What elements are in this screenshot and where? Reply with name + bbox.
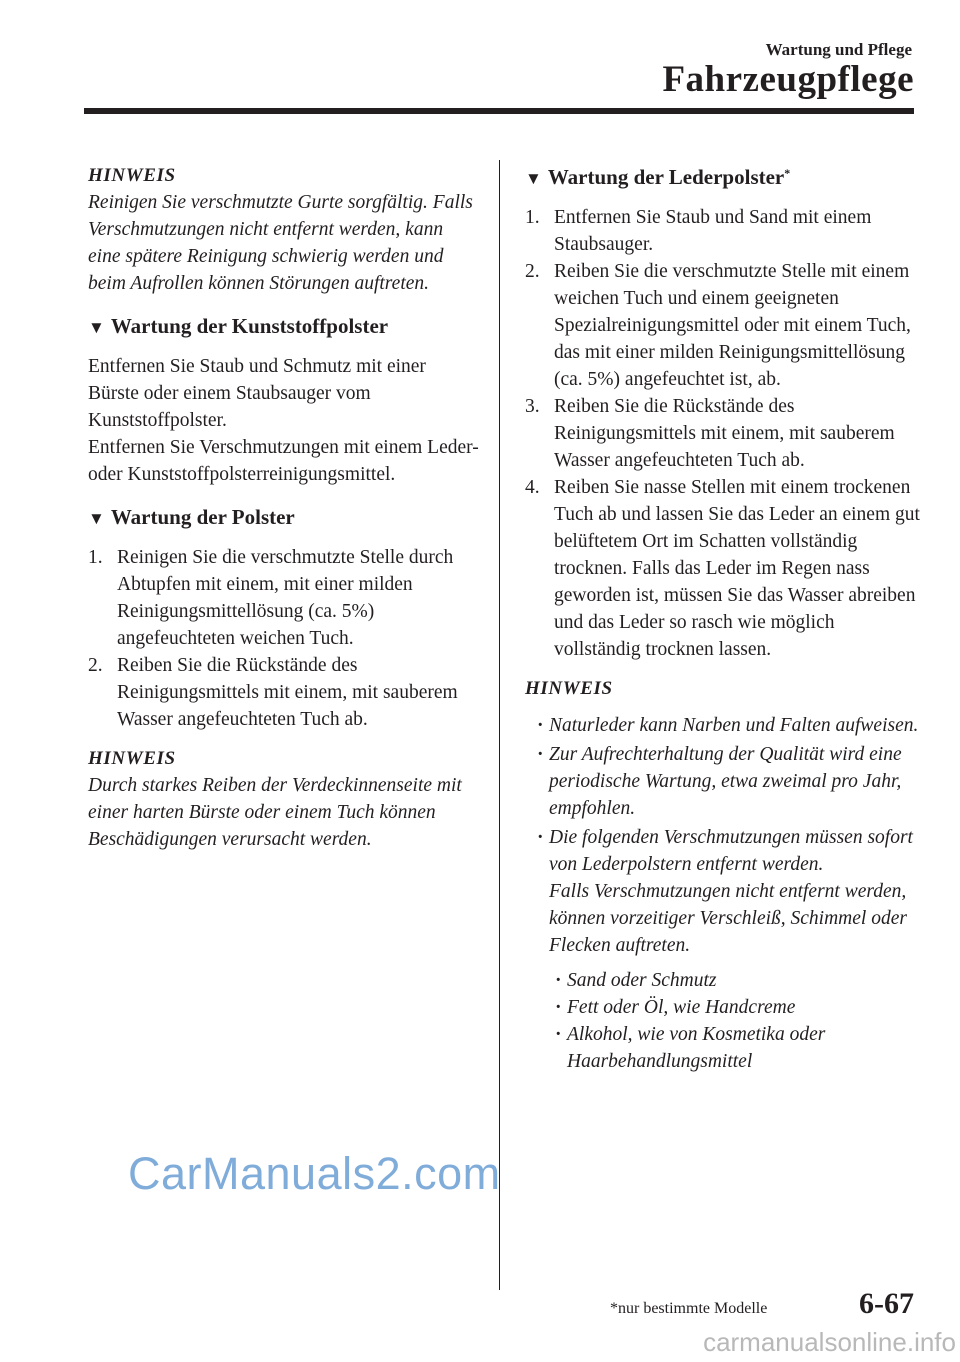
header-section-label: Wartung und Pflege bbox=[765, 40, 912, 59]
bullet-item: · Naturleder kann Narben und Falten aufweisen. bbox=[525, 712, 920, 739]
section-heading-text: Wartung der Kunststoffpolster bbox=[110, 314, 389, 338]
section-heading bbox=[88, 311, 480, 343]
note-title: HINWEIS bbox=[525, 678, 613, 699]
paragraph: Entfernen Sie Staub und Schmutz mit einer Bürste oder einem Staubsauger vom Kunststoffpolster. bbox=[88, 356, 426, 431]
step-item bbox=[525, 204, 920, 258]
step-text: Entfernen Sie Staub und Sand mit einem Staubsauger. bbox=[554, 207, 872, 255]
step-number: 3. bbox=[525, 396, 540, 417]
triangle-down-icon: ▼ bbox=[88, 318, 105, 337]
site-watermark: carmanualsonline.info bbox=[703, 1327, 956, 1357]
step-item bbox=[525, 393, 920, 474]
step-item bbox=[525, 258, 920, 393]
note-text: Reinigen Sie verschmutzte Gurte sorgfältig. Falls Verschmutzungen nicht entfernt werden, kann eine spätere Reinigung schwierig werden und beim Aufrollen können Störungen auftreten. bbox=[88, 192, 473, 294]
bullet-extra-text: Falls Verschmutzungen nicht entfernt werden, können vorzeitiger Verschleiß, Schimmel oder Flecken auftreten. bbox=[549, 881, 907, 956]
step-list bbox=[525, 204, 920, 663]
paragraph: Entfernen Sie Verschmutzungen mit einem Leder- oder Kunststoffpolsterreinigungsmittel. bbox=[88, 437, 479, 485]
triangle-down-icon: ▼ bbox=[525, 169, 542, 188]
sub-bullet-list bbox=[549, 967, 920, 1075]
note-title: HINWEIS bbox=[88, 748, 176, 769]
section-heading bbox=[88, 502, 480, 534]
section-heading-text: Wartung der Polster bbox=[110, 505, 295, 529]
watermark-text: CarManuals2.com bbox=[128, 1148, 501, 1199]
footnote-marker: * bbox=[784, 166, 791, 180]
sub-bullet-item: · Fett oder Öl, wie Handcreme bbox=[549, 994, 920, 1021]
step-text: Reiben Sie die Rückstände des Reinigungsmittels mit einem, mit sauberem Wasser angefeuchteten Tuch ab. bbox=[117, 655, 458, 730]
step-number: 4. bbox=[525, 477, 540, 498]
footnote: *nur bestimmte Modelle bbox=[610, 1300, 768, 1317]
section-heading-text: Wartung der Lederpolster bbox=[547, 165, 785, 189]
bullet-list bbox=[525, 712, 920, 1075]
step-list bbox=[88, 544, 480, 733]
page-title: Fahrzeugpflege bbox=[662, 59, 914, 100]
step-text: Reiben Sie nasse Stellen mit einem trockenen Tuch ab und lassen Sie das Leder an einem gut belüftetem Ort im Schatten vollständig trocknen. Falls das Leder im Regen nass geworden ist, müssen Sie das Wasser abreiben und das Leder so rasch wie möglich vollständig trocknen lassen. bbox=[554, 477, 920, 660]
left-column bbox=[88, 162, 480, 853]
note-text: Durch starkes Reiben der Verdeckinnenseite mit einer harten Bürste oder einem Tuch können Beschädigungen verursacht werden. bbox=[88, 775, 462, 850]
header-rule bbox=[84, 108, 914, 114]
step-text: Reiben Sie die verschmutzte Stelle mit einem weichen Tuch und einem geeigneten Spezialreinigungsmittel oder mit einem Tuch, das mit einer milden Reinigungsmittellösung (ca. 5%) angefeuchtet ist, ab. bbox=[554, 261, 911, 390]
bullet-text: · Die folgenden Verschmutzungen müssen sofort von Lederpolstern entfernt werden. bbox=[549, 827, 913, 875]
column-divider bbox=[499, 160, 500, 1290]
note-title: HINWEIS bbox=[88, 165, 176, 186]
step-item bbox=[525, 474, 920, 663]
step-number: 2. bbox=[88, 655, 103, 676]
step-number: 1. bbox=[525, 207, 540, 228]
sub-bullet-item: · Sand oder Schmutz bbox=[549, 967, 920, 994]
triangle-down-icon: ▼ bbox=[88, 509, 105, 528]
section-heading bbox=[525, 162, 920, 194]
step-item bbox=[88, 652, 480, 733]
bullet-item bbox=[525, 824, 920, 1075]
bullet-item: · Zur Aufrechterhaltung der Qualität wird eine periodische Wartung, etwa zweimal pro Jahr, empfohlen. bbox=[525, 741, 920, 822]
right-column bbox=[525, 162, 920, 1077]
page-number: 6-67 bbox=[859, 1287, 914, 1320]
step-text: Reinigen Sie die verschmutzte Stelle durch Abtupfen mit einem, mit einer milden Reinigungsmittellösung (ca. 5%) angefeuchteten weichen Tuch. bbox=[117, 547, 454, 649]
step-number: 2. bbox=[525, 261, 540, 282]
step-item bbox=[88, 544, 480, 652]
step-text: Reiben Sie die Rückstände des Reinigungsmittels mit einem, mit sauberem Wasser angefeuchteten Tuch ab. bbox=[554, 396, 895, 471]
step-number: 1. bbox=[88, 547, 103, 568]
sub-bullet-item: · Alkohol, wie von Kosmetika oder Haarbehandlungsmittel bbox=[549, 1021, 920, 1075]
